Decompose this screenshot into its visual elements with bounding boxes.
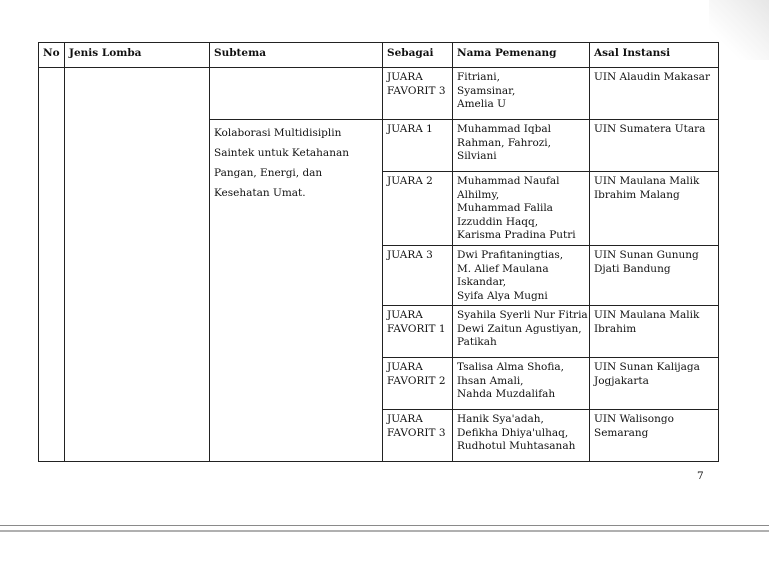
asal-cell [590,120,719,172]
asal-line: Jogjakarta [594,374,649,387]
nama-cell [453,172,590,246]
subtema-line: Saintek untuk Ketahanan [214,147,349,159]
nama-line: Fitriani, [457,71,500,83]
sebagai-cell [383,306,453,358]
sebagai-cell [383,358,453,410]
nama-line: Rahman, Fahrozi, [457,136,551,149]
nama-line: Syifa Alya Mugni [457,289,548,302]
winners-table [38,42,719,462]
sebagai-cell [383,410,453,462]
sebagai-line: JUARA 1 [387,123,433,135]
nama-line: M. Alief Maulana [457,262,549,275]
nama-line: Patikah [457,336,497,348]
nama-line: Silviani [457,150,497,162]
asal-cell [590,68,719,120]
nama-line: Tsalisa Alma Shofia, [457,361,564,373]
asal-cell [590,306,719,358]
asal-line: UIN Sumatera Utara [594,123,706,135]
asal-line: Ibrahim Malang [594,188,680,201]
asal-cell [590,246,719,306]
nama-cell [453,120,590,172]
nama-line: Izzuddin Haqq, [457,215,539,228]
nama-cell [453,306,590,358]
no-cell [39,68,65,462]
page-number: 7 [697,470,704,482]
asal-line: Semarang [594,426,649,439]
sebagai-cell [383,68,453,120]
table-row [39,68,719,120]
header-sebagai: Sebagai [383,43,453,68]
nama-line: Syahila Syerli Nur Fitria [457,309,588,321]
header-asal-instansi: Asal Instansi [590,43,719,68]
subtema-cell [210,120,383,462]
subtema-line: Pangan, Energi, dan [214,167,323,179]
asal-cell [590,172,719,246]
sebagai-line: JUARA [387,361,423,373]
asal-line: UIN Sunan Gunung [594,249,699,261]
asal-line: Djati Bandung [594,262,671,275]
asal-line: UIN Sunan Kalijaga [594,361,700,373]
asal-cell [590,410,719,462]
sebagai-line: JUARA [387,413,423,425]
nama-cell [453,358,590,410]
sebagai-line: JUARA 3 [387,249,433,261]
sebagai-line: FAVORIT 3 [387,426,446,439]
header-jenis-lomba: Jenis Lomba [65,43,210,68]
sebagai-cell [383,120,453,172]
nama-line: Amelia U [457,98,506,110]
subtema-line: Kolaborasi Multidisiplin [214,127,342,139]
nama-line: Muhammad Iqbal [457,123,551,135]
sebagai-cell [383,246,453,306]
sebagai-line: JUARA [387,71,423,83]
asal-line: UIN Walisongo [594,413,674,425]
sebagai-line: FAVORIT 2 [387,374,446,387]
nama-line: Dewi Zaitun Agustiyan, [457,322,582,335]
subtema-cell-empty [210,68,383,120]
jenis-lomba-cell [65,68,210,462]
nama-cell [453,246,590,306]
sebagai-line: FAVORIT 3 [387,84,446,97]
nama-line: Karisma Pradina Putri [457,229,576,241]
footer-divider [0,525,769,526]
nama-cell [453,410,590,462]
nama-line: Nahda Muzdalifah [457,388,556,400]
asal-cell [590,358,719,410]
asal-line: Ibrahim [594,322,637,335]
nama-cell [453,68,590,120]
nama-line: Iskandar, [457,276,507,288]
sebagai-cell [383,172,453,246]
header-subtema: Subtema [210,43,383,68]
nama-line: Dwi Prafitaningtias, [457,249,564,261]
asal-line: UIN Maulana Malik [594,309,700,321]
sebagai-line: JUARA [387,309,423,321]
header-nama-pemenang: Nama Pemenang [453,43,590,68]
sebagai-line: JUARA 2 [387,175,433,187]
nama-line: Hanik Sya'adah, [457,413,544,425]
asal-line: UIN Alaudin Makasar [594,71,710,83]
table-header-row [39,43,719,68]
nama-line: Rudhotul Muhtasanah [457,440,576,452]
nama-line: Ihsan Amali, [457,374,524,387]
asal-line: UIN Maulana Malik [594,175,700,187]
nama-line: Muhammad Falila [457,202,553,214]
subtema-line: Kesehatan Umat. [214,187,306,199]
header-no: No [39,43,65,68]
nama-line: Alhilmy, [457,188,500,201]
nama-line: Defikha Dhiya'ulhaq, [457,426,569,439]
nama-line: Muhammad Naufal [457,175,560,187]
sebagai-line: FAVORIT 1 [387,322,446,335]
nama-line: Syamsinar, [457,84,516,97]
footer-divider [0,530,769,532]
